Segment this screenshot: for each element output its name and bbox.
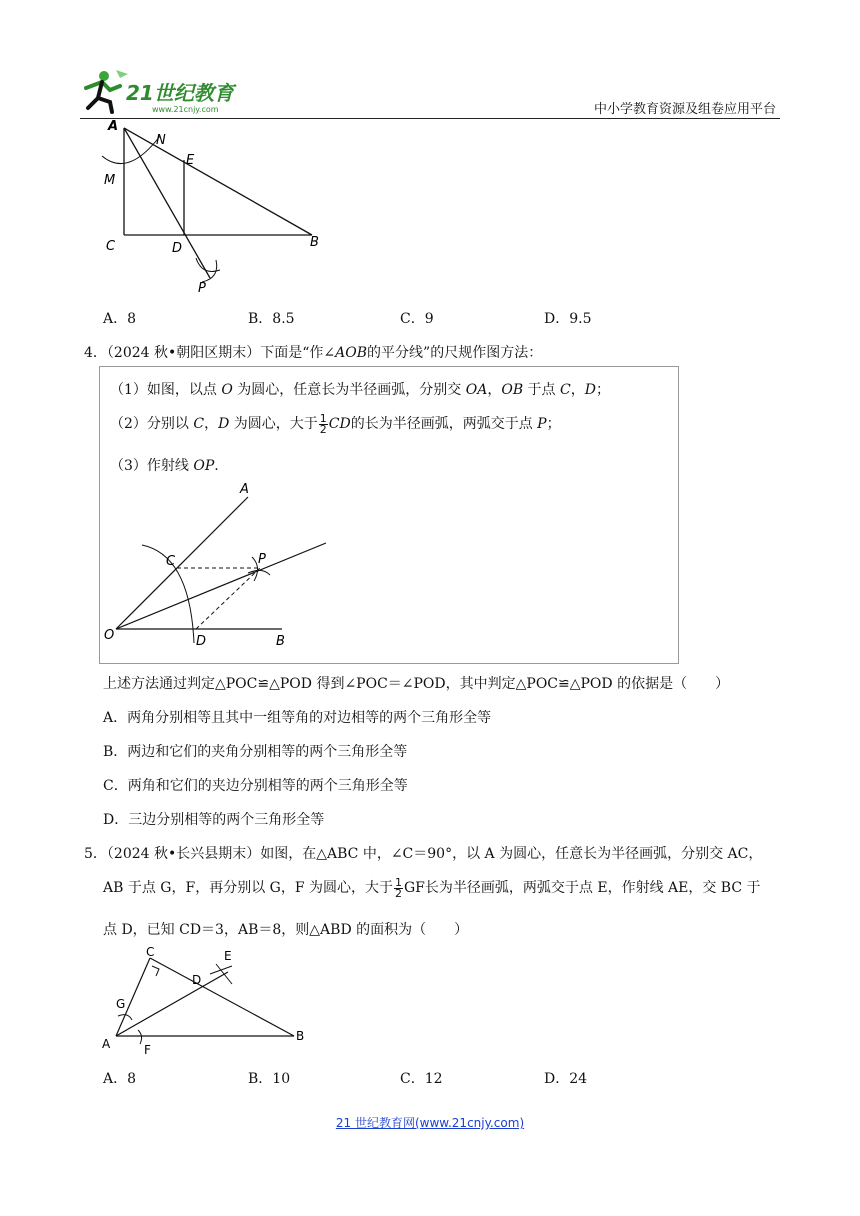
label-a: A [240, 482, 249, 497]
q5-stem-line2: AB 于点 G，F，再分别以 G，F 为圆心，大于 $\frac{1}{2}$ GF长为半径画弧，两弧交于点 E，作射线 AE，交 BC 于 [103, 875, 761, 900]
q4-choice-c[interactable]: C．两角和它们的夹边分别相等的两个三角形全等 [103, 778, 408, 794]
q3-choice-a[interactable]: A．8 [103, 311, 137, 327]
ray-oa [116, 497, 248, 629]
arc-p1 [252, 557, 258, 581]
arc-p2 [248, 570, 270, 575]
ray-op [116, 543, 326, 629]
label-d: D [172, 241, 183, 256]
label-d: D [196, 634, 207, 649]
label-d: D [192, 973, 202, 987]
q4-question: 上述方法通过判定△POC≌△POD 得到∠POC＝∠POD，其中判定△POC≌△POD 的依据是（ ） [103, 676, 730, 692]
q4-choice-b[interactable]: B．两边和它们的夹角分别相等的两个三角形全等 [103, 744, 408, 760]
q4-figure [104, 475, 344, 650]
logo-text: 21世纪教育 [126, 81, 234, 105]
q5-stem-line3: 点 D，已知 CD＝3，AB＝8，则△ABD 的面积为（ ） [103, 922, 469, 938]
ray-ap [124, 128, 210, 278]
fraction-half: $\frac{1}{2}$ [319, 411, 327, 436]
segment-ab [124, 128, 312, 235]
q3-choice-d[interactable]: D．9.5 [544, 311, 592, 327]
q4-choice-a[interactable]: A．两角分别相等且其中一组等角的对边相等的两个三角形全等 [103, 710, 492, 726]
label-a: A [108, 119, 119, 134]
label-m: M [104, 173, 116, 188]
label-e: E [224, 949, 232, 963]
header-platform-text: 中小学教育资源及组卷应用平台 [593, 102, 776, 117]
label-a: A [102, 1037, 111, 1051]
q5-choice-c[interactable]: C．12 [400, 1071, 443, 1087]
label-b: B [276, 634, 285, 649]
site-logo [80, 68, 250, 118]
segment-dp [196, 568, 260, 629]
q4-method-box [99, 366, 679, 664]
logo-url: www.21cnjy.com [152, 105, 219, 114]
runner-icon [86, 70, 128, 112]
q3-figure [98, 118, 328, 298]
arc-f [138, 1030, 142, 1044]
label-n: N [156, 133, 166, 148]
q5-choice-b[interactable]: B．10 [248, 1071, 291, 1087]
q5-choice-a[interactable]: A．8 [103, 1071, 137, 1087]
q4-stem: 4．（2024 秋•朝阳区期末）下面是“作∠AOB的平分线”的尺规作图方法： [84, 345, 543, 361]
q3-choice-b[interactable]: B．8.5 [248, 311, 295, 327]
q4-step-1: （1）如图，以点 O 为圆心，任意长为半径画弧，分别交 OA，OB 于点 C，D； [110, 382, 610, 398]
label-c: C [146, 945, 155, 959]
label-e: E [186, 153, 195, 168]
q5-stem-line1: 5．（2024 秋•长兴县期末）如图，在△ABC 中，∠C＝90°，以 A 为圆心，任意长为半径画弧，分别交 AC， [84, 846, 763, 862]
label-b: B [310, 235, 319, 250]
right-angle-mark [152, 966, 159, 976]
label-c: C [106, 239, 116, 254]
q4-step-3: （3）作射线 OP. [110, 458, 219, 474]
label-c: C [166, 554, 176, 569]
fraction-half: $\frac{1}{2}$ [395, 875, 402, 900]
q3-choice-c[interactable]: C．9 [400, 311, 434, 327]
footer-link[interactable]: 21 世纪教育网(www.21cnjy.com) [335, 1116, 525, 1130]
label-p: P [258, 552, 266, 567]
q5-figure [98, 944, 314, 1060]
q4-step-2: （2）分别以 C，D 为圆心，大于 $\frac{1}{2}$ CD的长为半径画弧，两弧交于点 P； [110, 411, 561, 436]
arc-e2 [210, 966, 232, 974]
label-o: O [104, 628, 115, 643]
label-b: B [296, 1029, 305, 1043]
ray-ae [116, 972, 228, 1036]
q5-choice-d[interactable]: D．24 [544, 1071, 588, 1087]
label-f: F [144, 1043, 151, 1057]
q4-choice-d[interactable]: D．三边分别相等的两个三角形全等 [103, 812, 325, 828]
label-p: P [198, 281, 206, 296]
label-g: G [116, 997, 126, 1011]
